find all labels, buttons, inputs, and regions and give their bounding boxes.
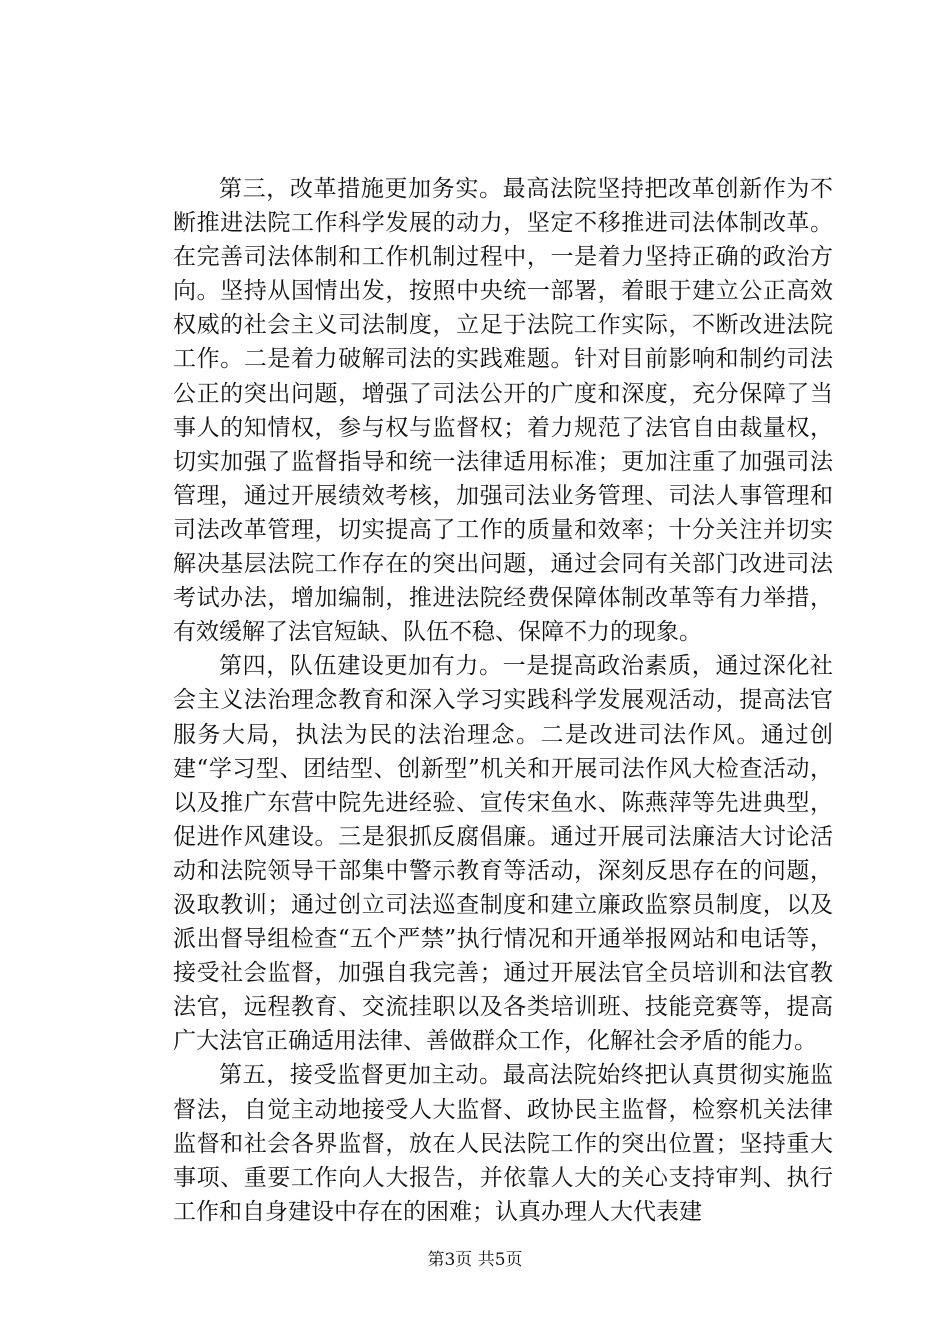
body-text [173, 172, 833, 1229]
page-number-footer: 第3页 共5页 [427, 1250, 523, 1270]
paragraph-reform-measures: 第三，改革措施更加务实。最高法院坚持把改革创新作为不断推进法院工作科学发展的动力，坚定不移推进司法体制改革。在完善司法体制和工作机制过程中，一是着力坚持正确的政治方向。坚持从国情出发，按照中央统一部署，着眼于建立公正高效权威的社会主义司法制度，立足于法院工作实际，不断改进法院工作。二是着力破解司法的实践难题。针对目前影响和制约司法公正的突出问题，增强了司法公开的广度和深度，充分保障了当事人的知情权，参与权与监督权；着力规范了法官自由裁量权，切实加强了监督指导和统一法律适用标准；更加注重了加强司法管理，通过开展绩效考核，加强司法业务管理、司法人事管理和司法改革管理，切实提高了工作的质量和效率；十分关注并切实解决基层法院工作存在的突出问题，通过会同有关部门改进司法考试办法，增加编制，推进法院经费保障体制改革等有力举措，有效缓解了法官短缺、队伍不稳、保障不力的现象。 [173, 176, 833, 646]
paragraph-team-building: 第四，队伍建设更加有力。一是提高政治素质，通过深化社会主义法治理念教育和深入学习实践科学发展观活动，提高法官服务大局，执法为民的法治理念。二是改进司法作风。通过创建“学习型、团结型、创新型”机关和开展司法作风大检查活动，以及推广东营中院先进经验、宣传宋鱼水、陈燕萍等先进典型，促进作风建设。三是狠抓反腐倡廉。通过开展司法廉洁大讨论活动和法院领导干部集中警示教育等活动，深刻反思存在的问题，汲取教训；通过创立司法巡查制度和建立廉政监察员制度，以及派出督导组检查“五个严禁”执行情况和开通举报网站和电话等，接受社会监督，加强自我完善；通过开展法官全员培训和法官教法官，远程教育、交流挂职以及各类培训班、技能竞赛等，提高广大法官正确适用法律、善做群众工作，化解社会矛盾的能力。 [173, 653, 833, 1055]
paragraph-supervision: 第五，接受监督更加主动。最高法院始终把认真贯彻实施监督法，自觉主动地接受人大监督、政协民主监督，检察机关法律监督和社会各界监督，放在人民法院工作的突出位置；坚持重大事项、重要工作向人大报告，并依靠人大的关心支持审判、执行工作和自身建设中存在的困难；认真办理人大代表建 [173, 1062, 833, 1225]
